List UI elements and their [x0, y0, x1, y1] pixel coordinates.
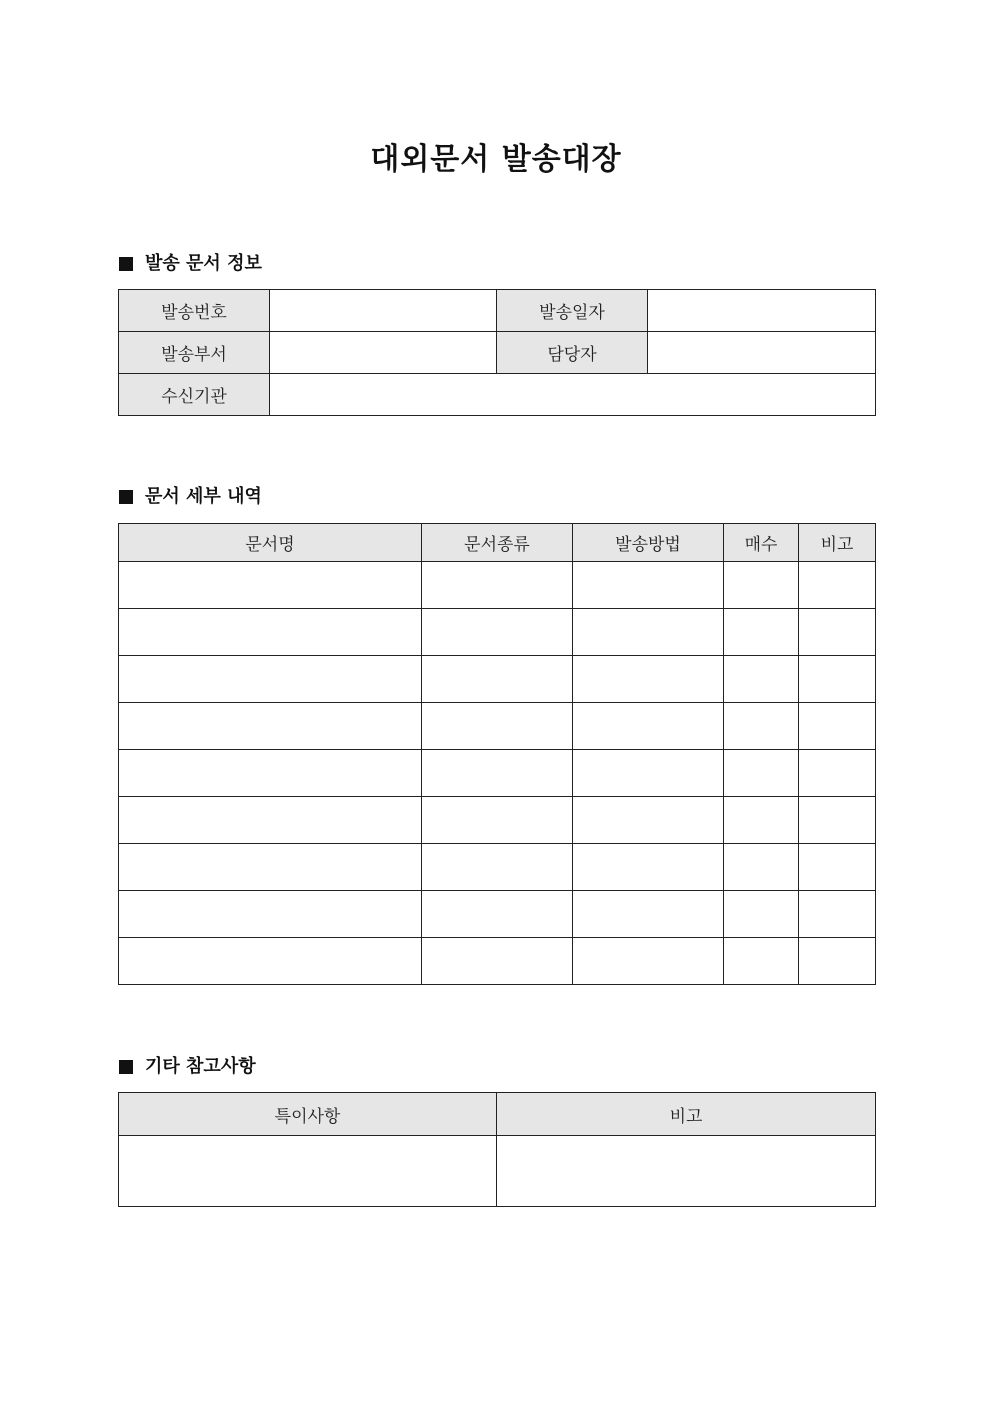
table-header-row — [119, 1093, 876, 1136]
document-name-cell[interactable] — [119, 609, 422, 656]
document-name-cell[interactable] — [119, 797, 422, 844]
table-row — [119, 703, 876, 750]
document-type-cell[interactable] — [422, 750, 573, 797]
document-name-cell[interactable] — [119, 750, 422, 797]
send-method-cell[interactable] — [573, 609, 724, 656]
table-row — [119, 656, 876, 703]
details-table — [118, 523, 876, 985]
document-type-cell[interactable] — [422, 797, 573, 844]
send-method-cell[interactable] — [573, 703, 724, 750]
table-row — [119, 609, 876, 656]
remarks-cell[interactable] — [799, 750, 876, 797]
notes-remarks-cell[interactable] — [497, 1136, 876, 1207]
remarks-cell[interactable] — [799, 656, 876, 703]
page-count-cell[interactable] — [724, 750, 799, 797]
document-name-cell[interactable] — [119, 562, 422, 609]
send-method-cell[interactable] — [573, 562, 724, 609]
special-notes-cell[interactable] — [119, 1136, 497, 1207]
send-department-label: 발송부서 — [119, 332, 270, 374]
document-type-cell[interactable] — [422, 609, 573, 656]
page-count-cell[interactable] — [724, 891, 799, 938]
section-heading-details-text: 문서 세부 내역 — [145, 486, 262, 507]
section-heading-info — [119, 252, 262, 276]
document-name-cell[interactable] — [119, 938, 422, 985]
section-heading-notes — [119, 1055, 256, 1079]
column-header-page-count: 매수 — [724, 524, 799, 562]
remarks-cell[interactable] — [799, 938, 876, 985]
document-name-cell[interactable] — [119, 703, 422, 750]
table-row — [119, 562, 876, 609]
page-count-cell[interactable] — [724, 844, 799, 891]
document-type-cell[interactable] — [422, 703, 573, 750]
document-type-cell[interactable] — [422, 656, 573, 703]
section-heading-details — [119, 485, 262, 509]
square-bullet-icon — [119, 257, 133, 271]
document-type-cell[interactable] — [422, 938, 573, 985]
send-method-cell[interactable] — [573, 750, 724, 797]
send-department-field[interactable] — [270, 332, 497, 374]
send-method-cell[interactable] — [573, 797, 724, 844]
remarks-cell[interactable] — [799, 703, 876, 750]
send-date-label: 발송일자 — [497, 290, 648, 332]
person-in-charge-field[interactable] — [648, 332, 876, 374]
document-type-cell[interactable] — [422, 891, 573, 938]
page-count-cell[interactable] — [724, 703, 799, 750]
document-name-cell[interactable] — [119, 844, 422, 891]
remarks-cell[interactable] — [799, 844, 876, 891]
send-number-label: 발송번호 — [119, 290, 270, 332]
send-method-cell[interactable] — [573, 844, 724, 891]
remarks-cell[interactable] — [799, 562, 876, 609]
table-row — [119, 891, 876, 938]
remarks-cell[interactable] — [799, 609, 876, 656]
document-name-cell[interactable] — [119, 656, 422, 703]
square-bullet-icon — [119, 1060, 133, 1074]
document-name-cell[interactable] — [119, 891, 422, 938]
page-count-cell[interactable] — [724, 656, 799, 703]
send-number-field[interactable] — [270, 290, 497, 332]
table-row — [119, 374, 876, 416]
square-bullet-icon — [119, 490, 133, 504]
column-header-send-method: 발송방법 — [573, 524, 724, 562]
page-title: 대외문서 발송대장 — [370, 142, 622, 177]
send-date-field[interactable] — [648, 290, 876, 332]
table-row — [119, 797, 876, 844]
table-row — [119, 750, 876, 797]
column-header-remarks: 비고 — [799, 524, 876, 562]
send-method-cell[interactable] — [573, 891, 724, 938]
table-row — [119, 844, 876, 891]
column-header-document-type: 문서종류 — [422, 524, 573, 562]
page-count-cell[interactable] — [724, 562, 799, 609]
section-heading-info-text: 발송 문서 정보 — [145, 253, 262, 274]
remarks-cell[interactable] — [799, 891, 876, 938]
page-count-cell[interactable] — [724, 609, 799, 656]
column-header-notes-remarks: 비고 — [497, 1093, 876, 1136]
document-type-cell[interactable] — [422, 844, 573, 891]
page-count-cell[interactable] — [724, 938, 799, 985]
table-row — [119, 938, 876, 985]
recipient-org-field[interactable] — [270, 374, 876, 416]
info-table — [118, 289, 876, 416]
column-header-special-notes: 특이사항 — [119, 1093, 497, 1136]
notes-table — [118, 1092, 876, 1207]
table-row — [119, 290, 876, 332]
send-method-cell[interactable] — [573, 656, 724, 703]
table-row — [119, 1136, 876, 1207]
column-header-document-name: 문서명 — [119, 524, 422, 562]
table-header-row — [119, 524, 876, 562]
section-heading-notes-text: 기타 참고사항 — [145, 1056, 256, 1077]
recipient-org-label: 수신기관 — [119, 374, 270, 416]
person-in-charge-label: 담당자 — [497, 332, 648, 374]
page-count-cell[interactable] — [724, 797, 799, 844]
remarks-cell[interactable] — [799, 797, 876, 844]
document-type-cell[interactable] — [422, 562, 573, 609]
send-method-cell[interactable] — [573, 938, 724, 985]
table-row — [119, 332, 876, 374]
